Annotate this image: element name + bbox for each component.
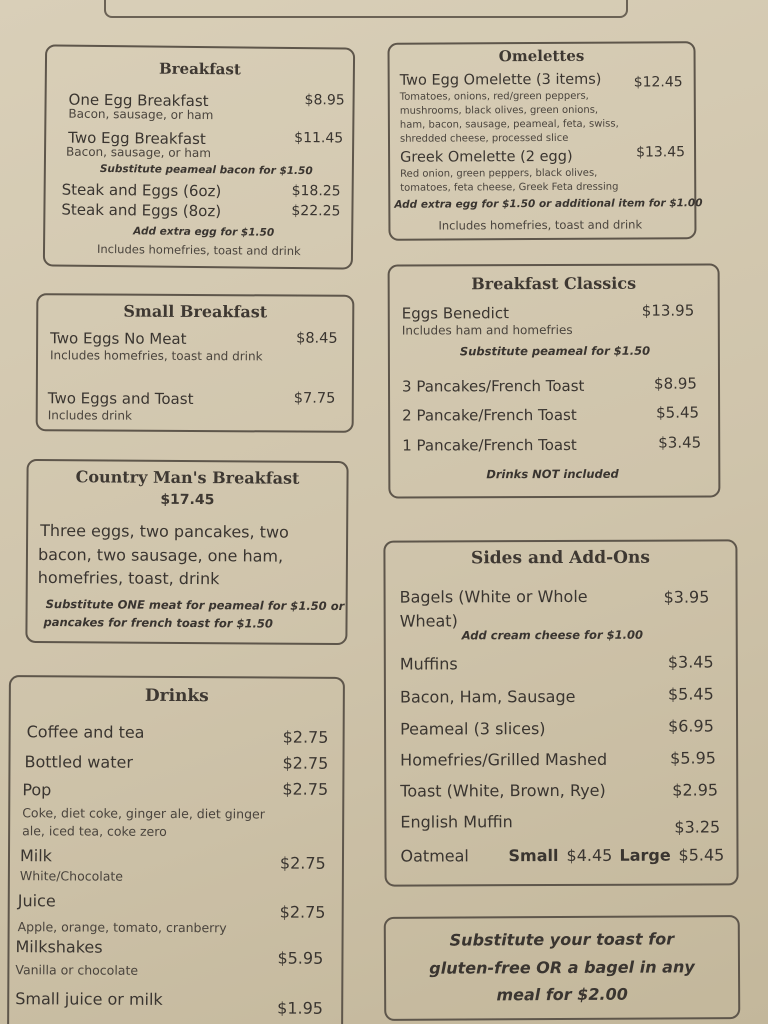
menu-item-desc: Bacon, sausage, or ham [65, 144, 212, 161]
drinks-title: Drinks [144, 685, 209, 707]
menu-item-name: Juice [17, 891, 56, 911]
menu-item-desc: Includes ham and homefries [401, 322, 573, 338]
menu-item-desc: mushrooms, black olives, green onions, [399, 104, 599, 117]
menu-item-name: English Muffin [400, 812, 513, 832]
menu-item-desc: tomatoes, feta cheese, Greek Feta dressing [400, 181, 619, 194]
menu-item-desc: Vanilla or chocolate [15, 962, 139, 978]
menu-item-name: Homefries/Grilled Mashed [400, 749, 608, 770]
menu-item-price: $3.45 [658, 433, 702, 452]
menu-item-desc: Coke, diet coke, ginger ale, diet ginger [22, 805, 265, 822]
menu-item-name: Bagels (White or Whole [399, 586, 588, 607]
menu-item-desc: Includes homefries, toast and drink [50, 348, 263, 364]
extra-egg-note: Add extra egg for $1.50 [133, 225, 275, 239]
menu-item-price: $2.75 [282, 753, 329, 773]
menu-item-name: 3 Pancakes/French Toast [401, 376, 585, 396]
country-title: Country Man's Breakfast [75, 467, 300, 488]
oatmeal-large-label: Large [619, 845, 671, 865]
menu-item-price: $13.95 [641, 301, 695, 320]
substitute-note: Substitute ONE meat for peameal for $1.50 or [45, 597, 345, 614]
menu-item-price: $8.45 [296, 330, 338, 347]
oatmeal-small-label: Small [508, 846, 559, 866]
country-desc-line: homefries, toast, drink [37, 567, 220, 589]
menu-item-price: $3.45 [667, 652, 714, 672]
menu-item-name: Toast (White, Brown, Rye) [400, 780, 606, 801]
menu-item-desc: Red onion, green peppers, black olives, [400, 167, 598, 180]
menu-item-name: Milkshakes [15, 937, 103, 957]
drinks-not-included-note: Drinks NOT included [486, 466, 619, 482]
menu-item-price: $2.75 [279, 853, 326, 873]
country-price: $17.45 [160, 491, 215, 509]
menu-item-price: $2.75 [279, 902, 326, 922]
classics-title: Breakfast Classics [471, 273, 637, 294]
menu-item-desc: Tomatoes, onions, red/green peppers, [399, 90, 589, 103]
menu-item-price: $8.95 [304, 92, 345, 109]
menu-item-price: $13.45 [636, 144, 686, 161]
menu-item-price: $2.75 [282, 779, 329, 799]
small-breakfast-section [36, 293, 355, 433]
menu-item-name: Greek Omelette (2 egg) [400, 148, 573, 166]
menu-item-price: $6.95 [668, 716, 714, 736]
menu-item-name: Steak and Eggs (8oz) [61, 200, 222, 221]
country-breakfast-section [25, 459, 348, 645]
extra-egg-note: Add extra egg for $1.50 or additional item for $1.00 [394, 197, 703, 211]
menu-item-desc: Apple, orange, tomato, cranberry [17, 919, 227, 936]
menu-item-price: $22.25 [291, 202, 341, 220]
menu-item-price: $3.25 [674, 817, 721, 837]
drinks-section [7, 675, 345, 1024]
menu-item-name: Two Eggs and Toast [47, 389, 194, 408]
substitute-note: Substitute peameal for $1.50 [459, 343, 651, 359]
menu-item-name: 2 Pancake/French Toast [402, 405, 577, 425]
small-breakfast-title: Small Breakfast [123, 301, 268, 322]
menu-item-name: Two Egg Breakfast [68, 128, 206, 149]
menu-item-price: $2.75 [282, 727, 329, 747]
menu-item-desc: Includes drink [47, 408, 132, 423]
menu-item-name: Pop [22, 780, 52, 800]
gluten-free-line: meal for $2.00 [496, 984, 628, 1005]
menu-item-desc: Bacon, sausage, or ham [68, 106, 214, 123]
top-box-edge [104, 0, 628, 18]
sides-title: Sides and Add-Ons [470, 547, 650, 569]
menu-item-price: $12.45 [633, 74, 683, 91]
menu-item-name: Bottled water [24, 752, 133, 772]
menu-item-price: $5.45 [667, 684, 714, 704]
menu-item-name: Wheat) [399, 611, 458, 631]
menu-item-name: 1 Pancake/French Toast [402, 435, 577, 455]
menu-item-name: Two Eggs No Meat [50, 329, 187, 348]
menu-item-name: Two Egg Omelette (3 items) [399, 71, 602, 89]
menu-item-price: $7.75 [293, 390, 336, 407]
menu-item-desc: shredded cheese, processed slice [399, 132, 569, 145]
menu-item-name: Milk [19, 846, 53, 866]
menu-item-price: $1.95 [277, 998, 324, 1018]
menu-item-price: $5.45 [656, 403, 700, 422]
menu-item-price: $5.95 [277, 948, 324, 968]
menu-item-price: $3.95 [663, 587, 710, 607]
breakfast-section [43, 44, 355, 269]
menu-item-price: $8.95 [653, 374, 697, 393]
breakfast-classics-section [388, 263, 721, 498]
cream-cheese-note: Add cream cheese for $1.00 [461, 627, 644, 643]
oatmeal-name: Oatmeal [400, 846, 469, 866]
substitute-note: pancakes for french toast for $1.50 [43, 615, 273, 631]
country-desc-line: Three eggs, two pancakes, two [40, 520, 289, 542]
menu-item-name: Coffee and tea [26, 722, 145, 742]
breakfast-title: Breakfast [158, 59, 241, 79]
menu-item-price: $2.95 [672, 780, 719, 800]
gluten-free-line: Substitute your toast for [449, 929, 675, 950]
menu-item-name: Muffins [399, 654, 458, 674]
includes-note: Includes homefries, toast and drink [438, 217, 643, 233]
menu-item-name: Peameal (3 slices) [400, 719, 546, 739]
menu-item-desc: ham, bacon, sausage, peameal, feta, swiss, [399, 118, 619, 131]
menu-item-price: $5.95 [670, 748, 717, 768]
menu-item-name: Bacon, Ham, Sausage [399, 686, 576, 707]
substitute-note: Substitute peameal bacon for $1.50 [99, 162, 313, 178]
menu-item-desc: White/Chocolate [19, 868, 124, 884]
menu-item-name: One Egg Breakfast [68, 90, 209, 111]
sides-section [383, 539, 738, 886]
menu-item-price: $18.25 [291, 182, 341, 200]
oatmeal-small-price: $4.45 [566, 845, 613, 865]
country-desc-line: bacon, two sausage, one ham, [37, 544, 284, 566]
menu-item-desc: ale, iced tea, coke zero [22, 823, 167, 839]
gluten-free-line: gluten-free OR a bagel in any [429, 957, 695, 978]
menu-item-name: Small juice or milk [15, 989, 163, 1009]
includes-note: Includes homefries, toast and drink [96, 241, 301, 259]
omelettes-title: Omelettes [498, 46, 585, 66]
oatmeal-large-price: $5.45 [678, 845, 725, 865]
menu-item-price: $11.45 [294, 129, 344, 147]
menu-item-name: Eggs Benedict [401, 304, 509, 323]
gluten-free-section [384, 915, 741, 1021]
omelettes-section [387, 41, 703, 241]
menu-item-name: Steak and Eggs (6oz) [61, 180, 222, 201]
